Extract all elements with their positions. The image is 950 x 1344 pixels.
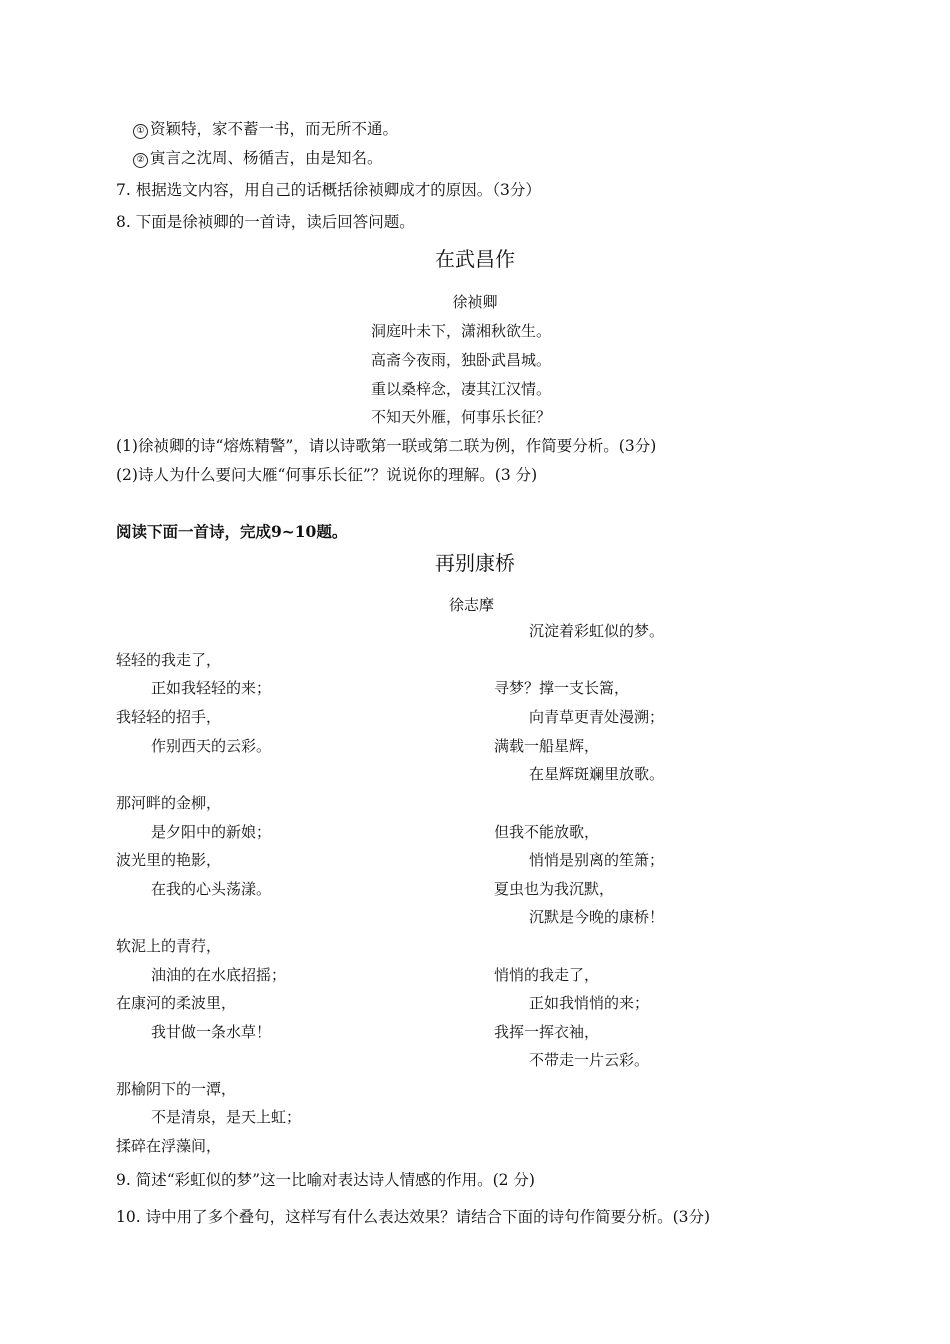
- section-heading: 阅读下面一首诗，完成9~10题。: [116, 522, 348, 541]
- sentence-1: [133, 119, 398, 139]
- poem2-left-line: 不是清泉，是天上虹；: [151, 1108, 302, 1126]
- poem2-title: 再别康桥: [435, 551, 515, 575]
- poem2-left-line: 揉碎在浮藻间，: [116, 1137, 222, 1155]
- poem1-line-3: 重以桑梓念，凄其江汉情。: [371, 380, 552, 398]
- question-8: 8. 下面是徐祯卿的一首诗，读后回答问题。: [116, 213, 415, 231]
- poem2-left-line: 在康河的柔波里，: [116, 994, 237, 1012]
- poem2-right-line: 不带走一片云彩。: [529, 1051, 650, 1069]
- poem2-right-line: 满载一船星辉，: [494, 737, 600, 755]
- poem2-left-line: 在我的心头荡漾。: [151, 880, 272, 898]
- poem2-left-line: 正如我轻轻的来；: [151, 679, 272, 697]
- poem2-left-line: 软泥上的青荇，: [116, 937, 222, 955]
- poem2-right-line: 寻梦？撑一支长篙，: [494, 679, 630, 697]
- poem2-right-line: 悄悄的我走了，: [494, 966, 600, 984]
- poem2-left-line: 轻轻的我走了，: [116, 651, 222, 669]
- poem2-author: 徐志摩: [449, 596, 495, 614]
- poem1-line-2: 高斋今夜雨，独卧武昌城。: [371, 351, 552, 369]
- poem2-left-line: 那河畔的金柳，: [116, 794, 222, 812]
- sentence-1-text: 资颖特，家不蓄一书，而无所不通。: [150, 120, 399, 138]
- poem2-left-line: 那榆阴下的一潭，: [116, 1080, 237, 1098]
- question-8-1: (1)徐祯卿的诗“熔炼精警”，请以诗歌第一联或第二联为例，作简要分析。(3分): [116, 437, 657, 455]
- poem2-left-line: 是夕阳中的新娘；: [151, 823, 272, 841]
- question-10: 10. 诗中用了多个叠句，这样写有什么表达效果？请结合下面的诗句作简要分析。(3分): [116, 1208, 711, 1226]
- question-9: 9. 简述“彩虹似的梦”这一比喻对表达诗人情感的作用。(2 分): [116, 1171, 535, 1189]
- poem2-left-line: 作别西天的云彩。: [151, 737, 272, 755]
- poem1-author: 徐祯卿: [452, 293, 498, 311]
- poem2-right-line: 在星辉斑斓里放歌。: [529, 765, 665, 783]
- poem2-right-line: 但我不能放歌，: [494, 823, 600, 841]
- poem2-right-line: 悄悄是别离的笙箫；: [529, 851, 665, 869]
- poem2-right-line: 向青草更青处漫溯；: [529, 708, 665, 726]
- poem2-left-line: 波光里的艳影，: [116, 851, 222, 869]
- circled-number-2: ②: [133, 153, 148, 168]
- poem2-right-line: 夏虫也为我沉默，: [494, 880, 615, 898]
- question-8-2: (2)诗人为什么要问大雁“何事乐长征”？说说你的理解。(3 分): [116, 466, 538, 484]
- sentence-2: [133, 148, 383, 168]
- circled-number-1: ①: [133, 124, 148, 139]
- poem2-left-line: 我轻轻的招手，: [116, 708, 222, 726]
- poem1-line-1: 洞庭叶未下，潇湘秋欲生。: [371, 322, 552, 340]
- poem2-right-line: 沉默是今晚的康桥！: [529, 908, 665, 926]
- poem1-title: 在武昌作: [435, 247, 515, 271]
- poem2-left-line: 油油的在水底招摇；: [151, 966, 287, 984]
- sentence-2-text: 寅言之沈周、杨循吉，由是知名。: [150, 149, 383, 167]
- poem2-right-line: 我挥一挥衣袖，: [494, 1023, 600, 1041]
- poem2-left-line: 我甘做一条水草！: [151, 1023, 272, 1041]
- poem2-right-line: 沉淀着彩虹似的梦。: [529, 622, 665, 640]
- poem2-right-line: 正如我悄悄的来；: [529, 994, 650, 1012]
- poem1-line-4: 不知天外雁，何事乐长征？: [371, 408, 552, 426]
- question-7: 7. 根据选文内容，用自己的话概括徐祯卿成才的原因。（3分）: [116, 181, 541, 199]
